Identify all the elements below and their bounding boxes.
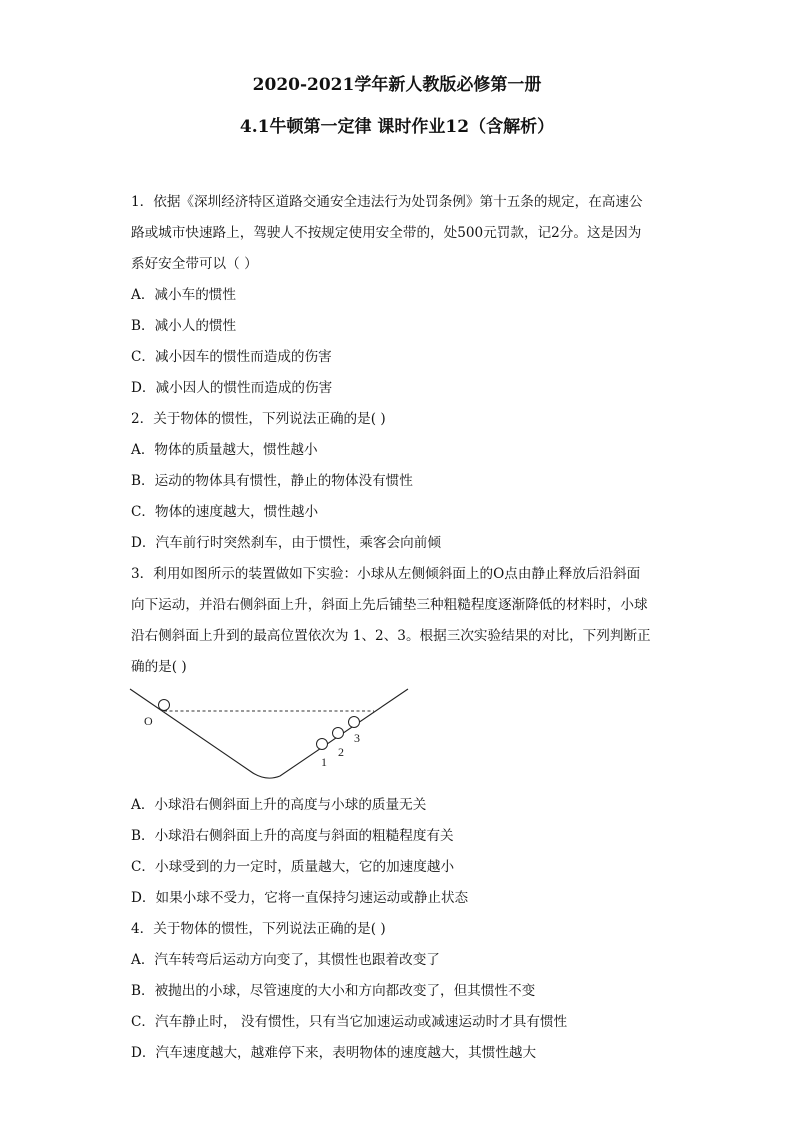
- label-origin: O: [144, 714, 153, 728]
- question-2-stem-line-1: 2．关于物体的惯性，下列说法正确的是( ): [131, 411, 386, 427]
- question-3-option-c: C．小球受到的力一定时，质量越大，它的加速度越小: [131, 859, 455, 875]
- ball-position-1: [317, 739, 328, 750]
- ball-position-2: [333, 728, 344, 739]
- question-3-stem-line-3: 沿右侧斜面上升到的最高位置依次为 1、2、3。根据三次实验结果的对比，下列判断正: [131, 628, 651, 644]
- question-2-option-d: D．汽车前行时突然刹车，由于惯性，乘客会向前倾: [131, 535, 441, 551]
- question-1-option-b: B．减小人的惯性: [131, 318, 237, 334]
- question-3-option-b: B．小球沿右侧斜面上升的高度与斜面的粗糙程度有关: [131, 828, 454, 844]
- question-4-stem-line-1: 4．关于物体的惯性，下列说法正确的是( ): [131, 921, 386, 937]
- question-3-stem-line-2: 向下运动，并沿右侧斜面上升，斜面上先后铺垫三种粗糙程度逐渐降低的材料时，小球: [131, 597, 648, 613]
- document-title-line1: 2020-2021学年新人教版必修第一册: [252, 75, 542, 95]
- incline-diagram: [128, 684, 413, 784]
- question-3-stem-line-4: 确的是( ): [131, 659, 187, 675]
- question-4-option-b: B．被抛出的小球，尽管速度的大小和方向都改变了，但其惯性不变: [131, 983, 536, 999]
- question-1-stem-line-2: 路或城市快速路上，驾驶人不按规定使用安全带的，处500元罚款，记2分。这是因为: [131, 225, 642, 241]
- question-3-option-a: A．小球沿右侧斜面上升的高度与小球的质量无关: [131, 797, 427, 813]
- question-1-option-c: C．减小因车的惯性而造成的伤害: [131, 349, 332, 365]
- question-1-option-d: D．减小因人的惯性而造成的伤害: [131, 380, 333, 396]
- question-2-option-c: C．物体的速度越大，惯性越小: [131, 504, 319, 520]
- question-3-option-d: D．如果小球不受力，它将一直保持匀速运动或静止状态: [131, 890, 469, 906]
- ball-position-3: [349, 717, 360, 728]
- ball-at-origin: [159, 700, 170, 711]
- question-3-stem-line-1: 3．利用如图所示的装置做如下实验：小球从左侧倾斜面上的O点由静止释放后沿斜面: [131, 566, 641, 582]
- question-2-option-a: A．物体的质量越大，惯性越小: [131, 442, 318, 458]
- question-1-stem-line-1: 1．依据《深圳经济特区道路交通安全违法行为处罚条例》第十五条的规定，在高速公: [131, 194, 643, 210]
- question-4-option-c: C．汽车静止时， 没有惯性，只有当它加速运动或减速运动时才具有惯性: [131, 1014, 568, 1030]
- label-position-3: 3: [354, 731, 360, 745]
- label-position-1: 1: [321, 755, 327, 769]
- question-1-stem-line-3: 系好安全带可以（ ）: [131, 256, 258, 272]
- label-position-2: 2: [338, 745, 344, 759]
- question-4-option-a: A．汽车转弯后运动方向变了，其惯性也跟着改变了: [131, 952, 440, 968]
- question-1-option-a: A．减小车的惯性: [131, 287, 236, 303]
- incline-track: [130, 689, 408, 778]
- question-4-option-d: D．汽车速度越大，越难停下来，表明物体的速度越大，其惯性越大: [131, 1045, 537, 1061]
- document-title-line2: 4.1牛顿第一定律 课时作业12（含解析）: [239, 117, 555, 137]
- question-2-option-b: B．运动的物体具有惯性，静止的物体没有惯性: [131, 473, 413, 489]
